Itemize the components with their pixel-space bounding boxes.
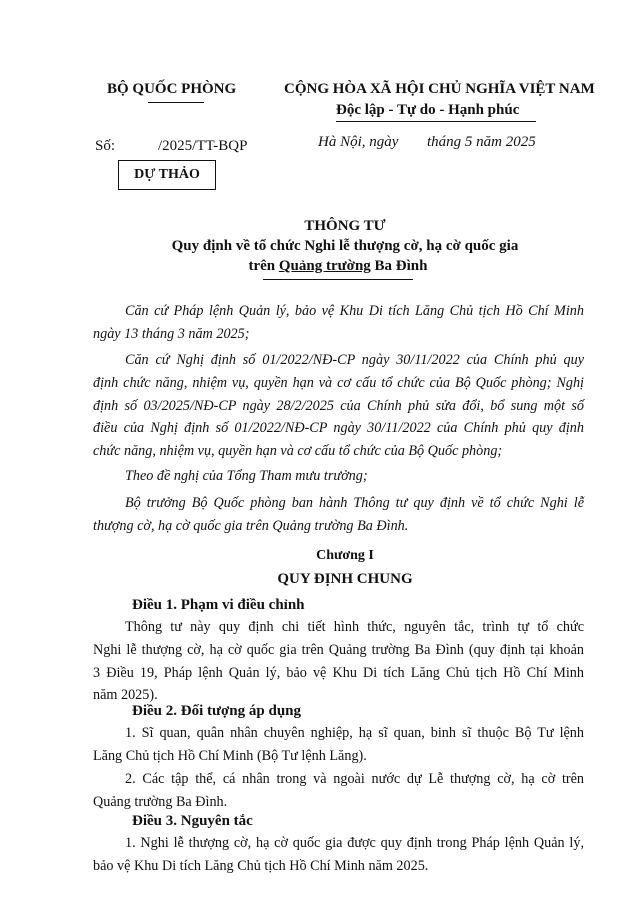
article-line: Lăng Chủ tịch Hồ Chí Minh (Bộ Tư lệnh Lăng). bbox=[93, 747, 367, 764]
article-line: Quảng trường Ba Đình. bbox=[93, 793, 228, 810]
preamble-line: chức năng, nhiệm vụ, quyền hạn và cơ cấu tổ chức của Bộ Quốc phòng; bbox=[93, 443, 503, 460]
document-subject-line2 bbox=[0, 258, 640, 275]
article-line: 1. Nghi lễ thượng cờ, hạ cờ quốc gia được quy định trong Pháp lệnh Quản lý, bbox=[125, 835, 584, 851]
ministry-underline bbox=[148, 102, 204, 103]
chapter-number: Chương I bbox=[316, 548, 374, 563]
motto-underline bbox=[336, 121, 536, 122]
preamble-paragraph bbox=[93, 492, 584, 538]
preamble-line: Căn cứ Pháp lệnh Quản lý, bảo vệ Khu Di tích Lăng Chủ tịch Hồ Chí Minh bbox=[125, 303, 584, 319]
preamble-line: định số 03/2025/NĐ-CP ngày 28/2/2025 của Chính phủ sửa đổi, bổ sung một số bbox=[93, 397, 584, 414]
preamble-line: Căn cứ Nghị định số 01/2022/NĐ-CP ngày 30/11/2022 của Chính phủ quy bbox=[125, 352, 584, 368]
article-line: 2. Các tập thể, cá nhân trong và ngoài nước dự Lễ thượng cờ, hạ cờ trên bbox=[125, 771, 584, 787]
article-line: Nghi lễ thượng cờ, hạ cờ quốc gia trên Quảng trường Ba Đình (quy định tại khoản bbox=[93, 641, 584, 658]
preamble-line: định chức năng, nhiệm vụ, quyền hạn và cơ cấu tổ chức của Bộ Quốc phòng; Nghị bbox=[93, 374, 584, 391]
draft-stamp-label: DỰ THẢO bbox=[134, 167, 200, 182]
article-heading: Điều 2. Đối tượng áp dụng bbox=[132, 703, 302, 719]
document-number: /2025/TT-BQP bbox=[158, 138, 248, 154]
article-line: 1. Sĩ quan, quân nhân chuyên nghiệp, hạ sĩ quan, binh sĩ thuộc Bộ Tư lệnh bbox=[125, 725, 584, 741]
article-line: 3 Điều 19, Pháp lệnh Quản lý, bảo vệ Khu Di tích Lăng Chủ tịch Hồ Chí Minh bbox=[93, 664, 584, 681]
article-line: bảo vệ Khu Di tích Lăng Chủ tịch Hồ Chí Minh năm 2025. bbox=[93, 857, 429, 874]
preamble-line: thượng cờ, hạ cờ quốc gia trên Quảng trường Ba Đình. bbox=[93, 517, 409, 534]
title-rule bbox=[263, 279, 413, 280]
article-paragraph bbox=[93, 832, 584, 878]
preamble-line: ngày 13 tháng 3 năm 2025; bbox=[93, 325, 250, 342]
article-paragraph bbox=[93, 616, 584, 707]
article-line: năm 2025). bbox=[93, 687, 158, 704]
document-type: THÔNG TƯ bbox=[304, 218, 386, 234]
article-heading: Điều 1. Phạm vi điều chỉnh bbox=[132, 597, 305, 613]
subject-prefix: trên bbox=[248, 258, 279, 274]
article-line: Thông tư này quy định chi tiết hình thức, nguyên tắc, trình tự tổ chức bbox=[125, 619, 584, 635]
issue-date: tháng 5 năm 2025 bbox=[427, 134, 536, 150]
preamble-line: điều của Nghị định số 01/2022/NĐ-CP ngày 30/11/2022 của Chính phủ quy định bbox=[93, 420, 584, 437]
subject-underlined: Quảng trường bbox=[278, 258, 371, 274]
motto: Độc lập - Tự do - Hạnh phúc bbox=[336, 102, 520, 118]
document-subject-line1: Quy định về tổ chức Nghi lễ thượng cờ, hạ cờ quốc gia bbox=[171, 238, 519, 254]
issue-place: Hà Nội, ngày bbox=[318, 134, 399, 150]
article-paragraph bbox=[93, 768, 584, 814]
chapter-title: QUY ĐỊNH CHUNG bbox=[277, 571, 413, 587]
preamble-line: Theo đề nghị của Tổng Tham mưu trưởng; bbox=[125, 468, 368, 484]
article-heading: Điều 3. Nguyên tắc bbox=[132, 813, 253, 829]
preamble-paragraph bbox=[93, 465, 584, 488]
preamble-paragraph bbox=[93, 300, 584, 346]
preamble-paragraph bbox=[93, 349, 584, 463]
article-paragraph bbox=[93, 722, 584, 768]
preamble-line: Bộ trưởng Bộ Quốc phòng ban hành Thông tư quy định về tổ chức Nghi lễ bbox=[125, 495, 584, 511]
subject-suffix: Ba Đình bbox=[370, 258, 428, 274]
draft-stamp bbox=[118, 160, 216, 190]
republic-name: CỘNG HÒA XÃ HỘI CHỦ NGHĨA VIỆT NAM bbox=[284, 81, 595, 97]
ministry-name: BỘ QUỐC PHÒNG bbox=[107, 81, 237, 97]
document-number-label: Số: bbox=[95, 138, 116, 154]
